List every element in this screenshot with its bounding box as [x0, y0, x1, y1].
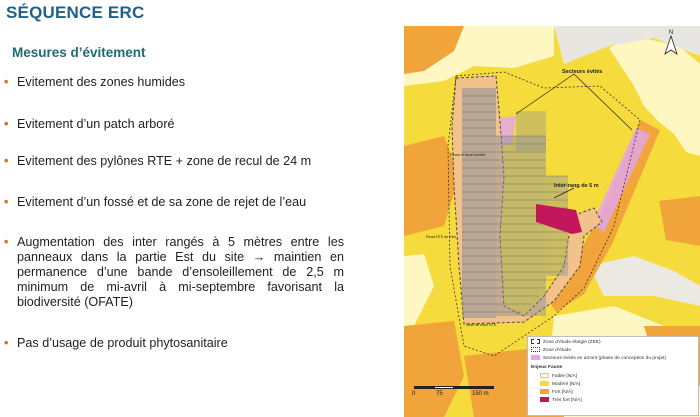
legend-swatch [531, 355, 540, 360]
list-item-text: Evitement d’un fossé et de sa zone de rejet de l’eau [17, 195, 307, 209]
panel-block [516, 111, 546, 151]
list-item-text: Evitement d’un patch arboré [17, 117, 175, 131]
legend-label: Très fort [N/A] [552, 398, 582, 403]
bullet-marker: • [4, 235, 9, 249]
legend-label: Secteurs évités en amont (phase de conception du projet) [543, 356, 666, 361]
list-item-text: Evitement des zones humides [17, 75, 186, 89]
bullet-marker: • [4, 195, 9, 209]
list-item [4, 117, 344, 132]
scale-label: 0 [412, 391, 416, 397]
panel-block [496, 136, 546, 316]
legend-item [531, 339, 601, 346]
north-label: N [668, 30, 674, 36]
legend-swatch [531, 347, 540, 352]
legend-item [540, 373, 577, 380]
legend-label: Modéré [N/A] [552, 382, 581, 387]
legend-item [540, 389, 573, 396]
scale-label: 150 m [472, 391, 489, 397]
bullet-marker: • [4, 154, 9, 168]
legend-label: Zone d’étude [543, 348, 572, 353]
map-legend [527, 336, 699, 416]
legend-item [540, 397, 582, 404]
panel-block [462, 88, 496, 318]
list-item [4, 195, 344, 210]
map-annotation: Zone de recul RTE [466, 323, 497, 327]
list-item-text: Evitement des pylônes RTE + zone de recul de 24 m [17, 154, 312, 168]
avoided-sectors-label: Secteurs évités [562, 69, 603, 75]
inter-row-label: Inter-rang de 5 m [554, 183, 599, 189]
scale-bar-graphic [414, 386, 494, 389]
scale-bar [412, 383, 502, 403]
legend-swatch [540, 381, 549, 386]
map-annotation: Recul RTE de 24m [426, 235, 457, 239]
legend-label: Zone d’étude élargie (ZEE) [543, 340, 601, 345]
legend-item [531, 347, 571, 354]
bullet-marker: • [4, 75, 9, 89]
list-item [4, 154, 344, 169]
legend-swatch [540, 373, 549, 378]
legend-item [540, 381, 580, 388]
legend-label: Fort [N/A] [552, 390, 573, 395]
list-item-text: Augmentation des inter rangés à 5 mètres entre les panneaux dans la partie Est du site → maintien en permanence d’une bande d’ensoleillement de 2,5 m minimum de mi-avril à mi-septembre favorisant la biodiversité (OFATE) [17, 235, 344, 309]
legend-item [531, 355, 666, 362]
legend-label: Faible [N/A] [552, 374, 578, 379]
bullet-marker: • [4, 117, 9, 131]
list-item [4, 336, 344, 351]
list-item [4, 75, 344, 90]
list-item [4, 235, 344, 310]
list-item-text: Pas d’usage de produit phytosanitaire [17, 336, 228, 350]
slide-title: SÉQUENCE ERC [6, 3, 145, 22]
legend-swatch [531, 339, 540, 344]
scale-label: 75 [436, 391, 443, 397]
legend-section-title: Enjeux Faune [531, 365, 563, 370]
section-subtitle: Mesures d’évitement [12, 45, 146, 60]
map-annotation: Fossé et talus humide [450, 153, 486, 157]
bullet-marker: • [4, 336, 9, 350]
legend-swatch [540, 389, 549, 394]
legend-swatch [540, 397, 549, 402]
